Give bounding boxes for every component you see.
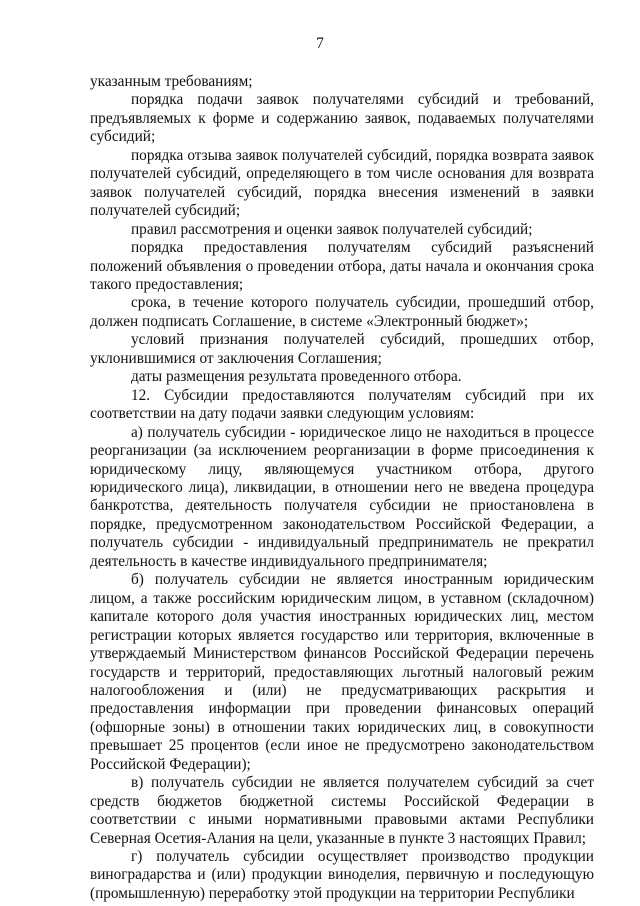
- paragraph-application-submission: порядка подачи заявок получателями субсидий и требований, предъявляемых к форме и содержанию заявок, подаваемых получателями субсидий;: [90, 91, 594, 146]
- document-body: [90, 73, 594, 903]
- paragraph-results-date: даты размещения результата проведенного отбора.: [131, 368, 462, 386]
- paragraph-continuation: указанным требованиям;: [90, 73, 253, 90]
- paragraph-agreement-deadline: срока, в течение которого получатель субсидии, прошедший отбор, должен подписать Соглашение, в системе «Электронный бюджет»;: [90, 294, 594, 330]
- paragraph-application-withdrawal: порядка отзыва заявок получателей субсидий, порядка возврата заявок получателей субсидий, определяющего в том числе основания для возврата заявок получателей субсидий, порядка внесения изменений в заявки получателей субсидий;: [90, 146, 594, 220]
- paragraph-clarifications: порядка предоставления получателям субсидий разъяснений положений объявления о проведении отбора, даты начала и окончания срока такого предоставления;: [90, 239, 594, 293]
- paragraph-section-12: 12. Субсидии предоставляются получателям субсидий при их соответствии на дату подачи заявки следующим условиям:: [90, 386, 594, 423]
- paragraph-condition-v: в) получатель субсидии не является получателем субсидий за счет средств бюджетов бюджетной системы Российской Федерации в соответствии с иными нормативными правовыми актами Республики Северная Осетия-Алания на цели, указанные в пункте 3 настоящих Правил;: [90, 774, 594, 847]
- paragraph-evasion-conditions: условий признания получателей субсидий, прошедших отбор, уклонившимися от заключения Соглашения;: [90, 331, 594, 367]
- paragraph-condition-g: г) получатель субсидии осуществляет производство продукции виноградарства и (или) продукции виноделия, первичную и последующую (промышленную) переработку этой продукции на территории Республики: [90, 848, 594, 902]
- paragraph-condition-a: а) получатель субсидии - юридическое лицо не находиться в процессе реорганизации (за исключением реорганизации в форме присоединения к юридическому лицу, являющемуся участником отбора, другого юридического лица), ликвидации, в отношении него не введена процедура банкротства, деятельность получателя субсидии не приостановлена в порядке, предусмотренном законодательством Российской Федерации, а получатель субсидии - индивидуальный предприниматель не прекратил деятельность в качестве индивидуального предпринимателя;: [90, 423, 594, 570]
- paragraph-condition-b: б) получатель субсидии не является иностранным юридическим лицом, а также российским юридическим лицом, в уставном (складочном) капитале которого доля участия иностранных юридических лиц, местом регистрации которых является государство или территория, включенные в утверждаемый Министерством финансов Российской Федерации перечень государств и территорий, предоставляющих льготный налоговый режим налогообложения и (или) не предусматривающих раскрытия и предоставления информации при проведении финансовых операций (офшорные зоны) в отношении таких юридических лиц, в совокупности превышает 25 процентов (если иное не предусмотрено законодательством Российской Федерации);: [90, 571, 594, 773]
- page-number: 7: [316, 35, 324, 52]
- paragraph-review-rules: правил рассмотрения и оценки заявок получателей субсидий;: [131, 220, 533, 238]
